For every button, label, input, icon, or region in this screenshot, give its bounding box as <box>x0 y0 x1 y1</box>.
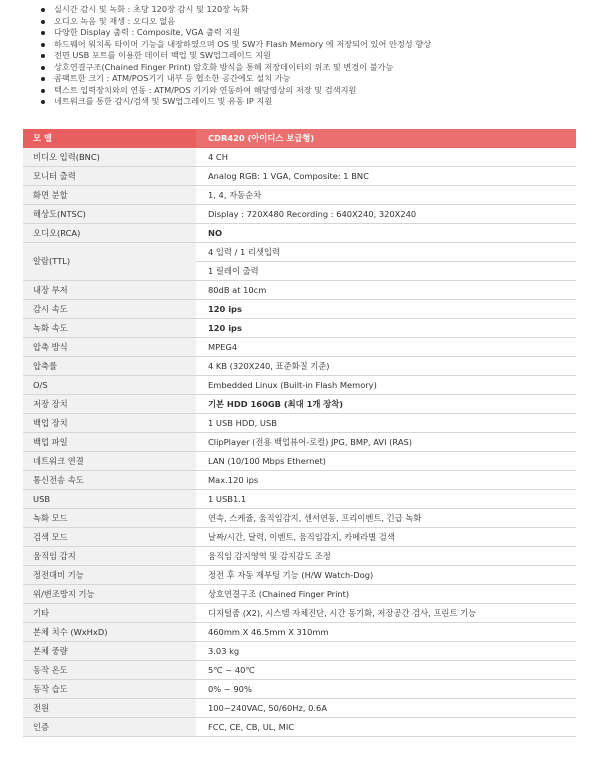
spec-value: 1 USB HDD, USB <box>196 413 576 432</box>
spec-value: 80dB at 10cm <box>196 280 576 299</box>
feature-item: 실시간 감시 및 녹화 : 초당 120장 감시 및 120장 녹화 <box>38 4 431 16</box>
feature-item: 하드웨어 워치독 타이머 기능을 내장하였으며 OS 및 SW가 Flash Memory 에 저장되어 있어 안정성 향상 <box>38 39 431 51</box>
spec-row <box>23 717 576 736</box>
spec-label: 백업 장치 <box>23 413 196 432</box>
spec-row <box>23 356 576 375</box>
spec-label: 비디오 입력(BNC) <box>23 147 196 166</box>
spec-value: 3.03 kg <box>196 641 576 660</box>
spec-value: 100~240VAC, 50/60Hz, 0.6A <box>196 698 576 717</box>
spec-value: 4 KB (320X240, 표준화질 기준) <box>196 356 576 375</box>
spec-row <box>23 489 576 508</box>
alarm-input-value: 4 입력 / 1 리셋입력 <box>208 246 280 257</box>
spec-value: 기본 HDD 160GB (최대 1개 장착) <box>196 394 576 413</box>
spec-value: Max.120 ips <box>196 470 576 489</box>
spec-label: 녹화 모드 <box>23 508 196 527</box>
spec-row <box>23 641 576 660</box>
spec-value: 연속, 스케쥴, 움직임감지, 센서연동, 프리이벤트, 긴급 녹화 <box>196 508 576 527</box>
spec-row <box>23 508 576 527</box>
feature-item: 상호연결구조(Chained Finger Print) 암호화 방식을 통해 저장데이터의 위조 및 변경이 불가능 <box>38 62 431 74</box>
spec-row <box>23 470 576 489</box>
spec-row <box>23 299 576 318</box>
spec-row <box>23 584 576 603</box>
bullet-icon <box>41 77 45 81</box>
spec-row <box>23 223 576 242</box>
bullet-icon <box>41 31 45 35</box>
spec-label: 백업 파일 <box>23 432 196 451</box>
spec-row <box>23 413 576 432</box>
spec-label: 위/변조방지 기능 <box>23 584 196 603</box>
feature-item: 텍스트 입력장치와의 연동 : ATM/POS 기기와 연동하여 해당영상의 저장 및 검색지원 <box>38 85 431 97</box>
spec-label: 인증 <box>23 717 196 736</box>
spec-label: 네트워크 연결 <box>23 451 196 470</box>
spec-label: 해상도(NTSC) <box>23 204 196 223</box>
alarm-output-value: 1 릴레이 출력 <box>208 265 259 276</box>
spec-row <box>23 565 576 584</box>
spec-label: 검색 모드 <box>23 527 196 546</box>
spec-value: 정전 후 자동 재부팅 기능 (H/W Watch-Dog) <box>196 565 576 584</box>
spec-value: FCC, CE, CB, UL, MIC <box>196 717 576 736</box>
spec-row <box>23 622 576 641</box>
spec-header-label: 모 델 <box>23 129 196 147</box>
spec-value: 0% ~ 90% <box>196 679 576 698</box>
spec-label: 압축률 <box>23 356 196 375</box>
feature-item: 네트워크를 통한 감시/검색 및 SW업그레이드 및 유동 IP 지원 <box>38 96 431 108</box>
spec-label: 전원 <box>23 698 196 717</box>
spec-row <box>23 337 576 356</box>
bullet-icon <box>41 20 45 24</box>
spec-value: MPEG4 <box>196 337 576 356</box>
spec-label: USB <box>23 489 196 508</box>
spec-row <box>23 166 576 185</box>
spec-row <box>23 527 576 546</box>
spec-value <box>196 242 576 280</box>
spec-value: 1 USB1.1 <box>196 489 576 508</box>
spec-label: 감시 속도 <box>23 299 196 318</box>
spec-value: 움직임 감지영역 및 감지감도 조정 <box>196 546 576 565</box>
spec-label: 화면 분할 <box>23 185 196 204</box>
spec-value: 5℃ ~ 40℃ <box>196 660 576 679</box>
spec-value: 460mm X 46.5mm X 310mm <box>196 622 576 641</box>
spec-label: 통신전송 속도 <box>23 470 196 489</box>
spec-label: 본체 치수 (WxHxD) <box>23 622 196 641</box>
spec-label: O/S <box>23 375 196 394</box>
spec-header-value: CDR420 (아이디스 보급형) <box>196 129 576 147</box>
bullet-icon <box>41 54 45 58</box>
spec-label: 오디오(RCA) <box>23 223 196 242</box>
bullet-icon <box>41 8 45 12</box>
spec-value: 4 CH <box>196 147 576 166</box>
bullet-icon <box>41 43 45 47</box>
bullet-icon <box>41 66 45 70</box>
feature-item: 콤팩트한 크기 : ATM/POS기기 내부 등 협소한 공간에도 설치 가능 <box>38 73 431 85</box>
spec-row <box>23 185 576 204</box>
spec-value: Analog RGB: 1 VGA, Composite: 1 BNC <box>196 166 576 185</box>
spec-row <box>23 603 576 622</box>
feature-list <box>38 4 431 108</box>
spec-label: 알람(TTL) <box>23 242 196 280</box>
spec-label: 본체 중량 <box>23 641 196 660</box>
spec-row <box>23 318 576 337</box>
spec-row <box>23 451 576 470</box>
spec-label: 내장 부저 <box>23 280 196 299</box>
spec-row <box>23 147 576 166</box>
spec-value: 120 ips <box>196 299 576 318</box>
bullet-icon <box>41 89 45 93</box>
spec-table <box>23 129 576 737</box>
spec-label: 동작 습도 <box>23 679 196 698</box>
spec-label: 움직임 감지 <box>23 546 196 565</box>
feature-item: 오디오 녹음 및 재생 : 오디오 없음 <box>38 16 431 28</box>
spec-label: 정전대비 기능 <box>23 565 196 584</box>
spec-row <box>23 375 576 394</box>
spec-row <box>23 546 576 565</box>
spec-label: 모니터 출력 <box>23 166 196 185</box>
spec-value: ClipPlayer (전용 백업뷰어-로컬) JPG, BMP, AVI (RAS) <box>196 432 576 451</box>
spec-value: NO <box>196 223 576 242</box>
spec-label: 기타 <box>23 603 196 622</box>
spec-row <box>23 204 576 223</box>
spec-value: 상호연결구조 (Chained Finger Print) <box>196 584 576 603</box>
bullet-icon <box>41 100 45 104</box>
spec-label: 저장 장치 <box>23 394 196 413</box>
spec-header-row <box>23 129 576 147</box>
spec-label: 압축 방식 <box>23 337 196 356</box>
spec-row <box>23 698 576 717</box>
spec-row <box>23 679 576 698</box>
spec-row <box>23 280 576 299</box>
spec-value: Embedded Linux (Built-in Flash Memory) <box>196 375 576 394</box>
spec-value: 날짜/시간, 달력, 이벤트, 움직임감지, 카메라별 검색 <box>196 527 576 546</box>
feature-item: 다양한 Display 출력 : Composite, VGA 출력 지원 <box>38 27 431 39</box>
spec-value: 1, 4, 자동순차 <box>196 185 576 204</box>
spec-label: 동작 온도 <box>23 660 196 679</box>
spec-row <box>23 394 576 413</box>
spec-value: 디지털줌 (X2), 시스템 자체진단, 시간 동기화, 저장공간 검사, 프린트 기능 <box>196 603 576 622</box>
spec-row <box>23 660 576 679</box>
feature-item: 전면 USB 포트를 이용한 데이터 백업 및 SW업그레이드 지원 <box>38 50 431 62</box>
spec-row <box>23 432 576 451</box>
spec-row <box>23 242 576 280</box>
spec-value: Display : 720X480 Recording : 640X240, 320X240 <box>196 204 576 223</box>
spec-label: 녹화 속도 <box>23 318 196 337</box>
spec-value: LAN (10/100 Mbps Ethernet) <box>196 451 576 470</box>
spec-value: 120 ips <box>196 318 576 337</box>
